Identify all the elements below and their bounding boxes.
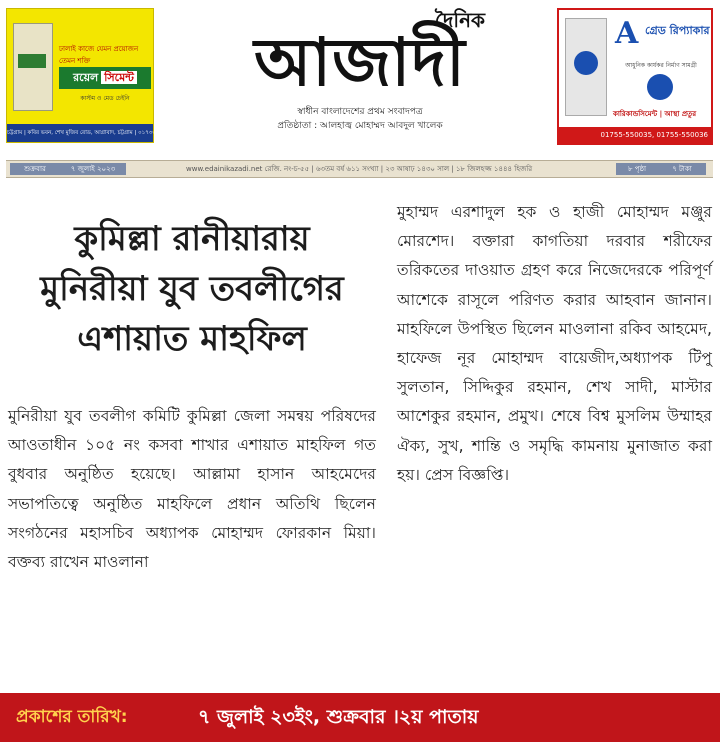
body-paragraph: মুনিরীয়া যুব তবলীগ কমিটি কুমিল্লা জেলা সমন্বয় পরিষদের আওতাধীন ১০৫ নং কসবা শাখার এশায়াত মাহফিল গত বুধবার অনুষ্ঠিত হয়েছে। আল্লামা হাসান আহমেদের সভাপতিত্বে অনুষ্ঠিত মাহফিলে প্রধান অতিথি ছিলেন সংগঠনের মহাসচিব অধ্যাপক মোহাম্মদ ফোরকান মিয়া। বক্তব্য রাখেন মাওলানা [8,407,376,572]
publication-date-value: ৭ জুলাই ২৩ইং, শুক্রবার ।২য় পাতায় [198,706,479,728]
emblem-icon [647,74,673,100]
edition-info: www.edainikazadi.net রেজি. নং-চ-৫৫ | ৬৩তম বর্ষ ৬১১ সংখ্যা | ২৩ আষাঢ় ১৪৩০ সাল | ১৮ জিলহজ্জ ১৪৪৪ হিজরি [186,165,533,173]
publication-date-label: প্রকাশের তারিখ: [16,707,128,727]
paper-name: আজাদী [254,23,466,101]
ad-tagline: ঢালাই কাজে যেমন প্রয়োজন তেমন শক্তি [59,45,139,65]
ad-phone: 01755-550035, 01755-550036 [559,127,711,143]
newspaper-masthead [0,0,720,158]
page-count: ৮ পৃষ্ঠা [616,163,658,175]
ad-brand: কারিকান্ডসিমেন্ট | আস্থা প্রতুর [613,110,697,118]
paper-slogan: স্বাধীন বাংলাদেশের প্রথম সংবাদপত্র [297,107,423,117]
date-info-bar [6,160,713,178]
daily-label: দৈনিক [434,8,485,32]
ad-small-text: আধুনিক কার্যকর নির্মাণ সামগ্রী [625,62,697,69]
grade-repacker-ad [557,8,713,145]
publish-date: ৭ জুলাই ২০২৩ [60,163,126,175]
ad-address: চট্টগ্রাম | কবির ভবন, শেখ মুজিব রোড, আগ্রাবাদ, চট্টগ্রাম | ০১৭৩৩-৩৩৩৩৩৩ [7,124,153,142]
cement-bag-image [565,18,607,116]
body-paragraph: মুহাম্মদ এরশাদুল হক ও হাজী মোহাম্মদ মঞ্জুর মোরশেদ। বক্তারা কাগতিয়া দরবার শরীফের তরিকতের দাওয়াত গ্রহণ করে নিজেদেরকে পরিপূর্ণ আশেকে রাসূলে পরিণত করার আহবান জানান। মাহফিলে উপস্থিত ছিলেন মাওলানা রকিব আহমেদ, হাফেজ নূর মোহাম্মদ বায়েজীদ,অধ্যাপক টিপু সুলতান, সিদ্দিকুর রহমান, শেখ সাদী, মাস্টার আশেকুর রহমান, প্রমুখ। শেষে বিশ্ব মুসলিম উম্মাহর ঐক্য, সুখ, শান্তি ও সমৃদ্ধি কামনায় মুনাজাত করা হয়। প্রেস বিজ্ঞপ্তি। [397,203,712,484]
royal-cement-ad [6,8,180,143]
news-article [0,190,720,690]
article-body-left [8,402,376,577]
price: ৭ টাকা [658,163,706,175]
weekday: শুক্রবার [10,163,60,175]
paper-founder: প্রতিষ্ঠাতা : আলহাজ্ব মোহাম্মদ আবদুল খালেক [277,121,443,131]
headline-line: এশায়াত মাহফিল [77,319,307,359]
ad-brand: রয়েল সিমেন্ট [59,67,151,89]
article-body-right [397,198,712,490]
headline-line: কুমিল্লা রানীয়ারায় [74,219,310,259]
article-headline [22,214,362,364]
paper-title-block [195,6,525,136]
ad-logo-letter: A [615,16,639,51]
cement-bag-image [13,23,53,111]
ad-logo-text: গ্রেড রিপ্যাকার [645,24,710,37]
headline-line: মুনিরীয়া যুব তবলীগের [40,269,344,309]
publication-date-banner [0,693,720,742]
ad-subtitle: কাস্টম ও মেড চেইনি [80,95,130,102]
